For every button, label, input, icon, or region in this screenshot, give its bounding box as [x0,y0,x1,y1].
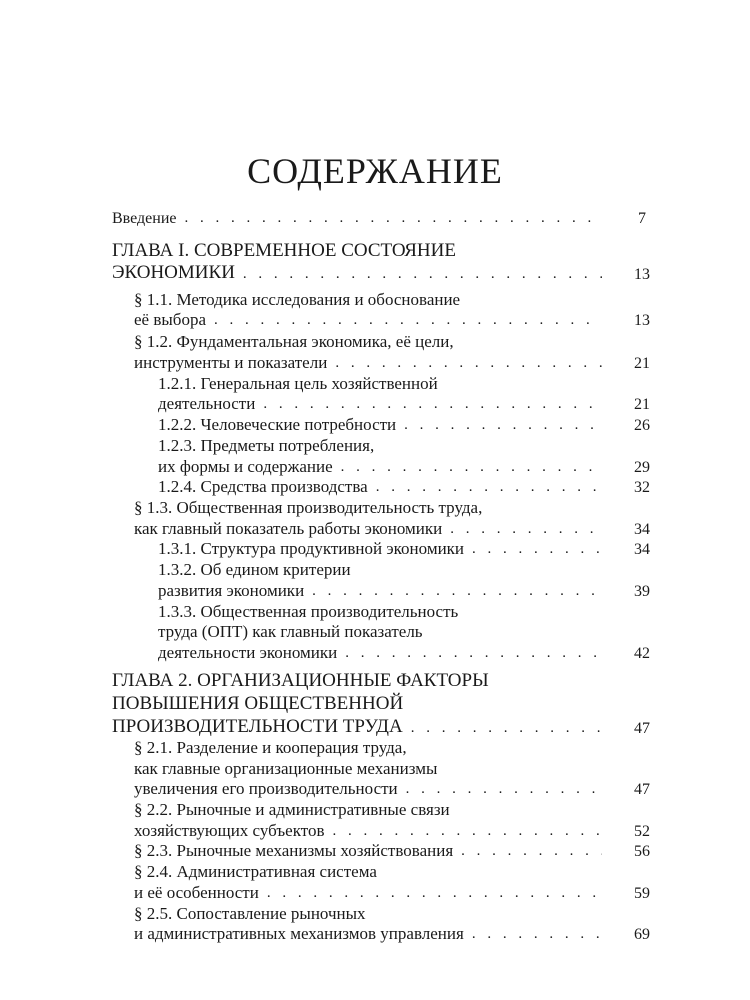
toc-entry [0,924,750,944]
toc-page-number: 34 [634,521,650,538]
toc-entry [0,262,750,284]
toc-entry-title: ЭКОНОМИКИ [112,262,235,283]
toc-entry [0,210,750,228]
dot-leader [263,397,602,412]
toc-entry [0,643,750,663]
toc-entry [0,779,750,799]
dot-leader [411,721,602,736]
toc-entry [0,904,750,924]
toc-page-number: 34 [634,541,650,558]
toc-entry-title: инструменты и показатели [134,353,328,372]
toc-entry-title: ПОВЫШЕНИЯ ОБЩЕСТВЕННОЙ [112,693,404,714]
dot-leader [376,480,602,495]
toc-entry [0,477,750,497]
toc-entry [0,560,750,580]
toc-entry-title: её выбора [134,310,206,329]
dot-leader [341,460,602,475]
toc-page-number: 13 [634,266,650,283]
toc-page-number: 21 [634,396,650,413]
dot-leader [214,313,602,328]
toc-entry-title: ПРОИЗВОДИТЕЛЬНОСТИ ТРУДА [112,716,403,737]
toc-entry-title: § 2.2. Рыночные и административные связи [134,800,450,819]
toc-page-number: 26 [634,417,650,434]
toc-page-number: 13 [634,312,650,329]
toc-entry [0,602,750,622]
toc-entry-title: § 1.3. Общественная производительность труда, [134,498,483,517]
toc-entry [0,716,750,738]
toc-entry-title: как главный показатель работы экономики [134,519,443,538]
toc-entry [0,539,750,559]
toc-entry [0,353,750,373]
toc-entry-title: § 2.5. Сопоставление рыночных [134,904,366,923]
dot-leader [345,646,602,661]
dot-leader [472,542,602,557]
toc-entry [0,581,750,601]
toc-entry-title: как главные организационные механизмы [134,759,438,778]
toc-entry-title: их формы и содержание [158,457,333,476]
toc-page-number: 7 [638,210,646,227]
page-title: СОДЕРЖАНИЕ [247,151,503,191]
toc-entry-title: увеличения его производительности [134,779,398,798]
toc-entry-title: и её особенности [134,883,259,902]
toc-entry [0,821,750,841]
toc-page-number: 39 [634,583,650,600]
toc-page-number: 42 [634,645,650,662]
toc-entry [0,622,750,642]
toc-entry-title: § 1.2. Фундаментальная экономика, её цели, [134,332,454,351]
toc-entry [0,841,750,861]
toc-page-number: 52 [634,823,650,840]
toc-entry [0,862,750,882]
toc-entry-title: деятельности экономики [158,643,338,662]
toc-entry [0,415,750,435]
toc-entry [0,693,750,715]
toc-entry [0,332,750,352]
toc-entry [0,759,750,779]
toc-entry [0,310,750,330]
toc-entry-title: труда (ОПТ) как главный показатель [158,622,423,641]
toc-page-number: 56 [634,843,650,860]
toc-page-number: 47 [634,720,650,737]
toc-entry-title: хозяйствующих субъектов [134,821,325,840]
toc-page-number: 21 [634,355,650,372]
toc-entry [0,519,750,539]
toc-entry-title: 1.3.3. Общественная производительность [158,602,459,621]
toc-entry [0,738,750,758]
toc-entry-title: 1.2.3. Предметы потребления, [158,436,375,455]
toc-page-number: 59 [634,885,650,902]
toc-entry-title: § 1.1. Методика исследования и обоснование [134,290,461,309]
dot-leader [312,584,602,599]
toc-entry-title: 1.2.4. Средства производства [158,477,368,496]
toc-entry [0,394,750,414]
toc-entry-title: 1.3.2. Об едином критерии [158,560,351,579]
dot-leader [335,356,602,371]
dot-leader [332,824,602,839]
dot-leader [185,211,599,226]
toc-page-number: 47 [634,781,650,798]
toc-entry [0,457,750,477]
dot-leader [472,927,602,942]
dot-leader [461,844,602,859]
toc-entry [0,290,750,310]
toc-entry [0,374,750,394]
dot-leader [404,418,602,433]
toc-entry-title: и административных механизмов управления [134,924,464,943]
toc-entry-title: § 2.1. Разделение и кооперация труда, [134,738,407,757]
toc-entry [0,498,750,518]
toc-entry-title: ГЛАВА I. СОВРЕМЕННОЕ СОСТОЯНИЕ [112,240,456,261]
toc-entry-title: Введение [112,210,177,227]
toc-entry [0,883,750,903]
toc-entry [0,240,750,262]
dot-leader [450,522,602,537]
toc-entry-title: деятельности [158,394,256,413]
toc-entry-title: 1.2.1. Генеральная цель хозяйственной [158,374,438,393]
toc-entry-title: 1.2.2. Человеческие потребности [158,415,397,434]
toc-entry-title: ГЛАВА 2. ОРГАНИЗАЦИОННЫЕ ФАКТОРЫ [112,670,489,691]
toc-page-number: 32 [634,479,650,496]
toc-entry-title: § 2.3. Рыночные механизмы хозяйствования [134,841,454,860]
toc-entry [0,800,750,820]
dot-leader [243,267,602,282]
dot-leader [406,782,602,797]
toc-page-number: 29 [634,459,650,476]
toc-page-number: 69 [634,926,650,943]
dot-leader [267,886,602,901]
toc-entry [0,436,750,456]
toc-entry [0,670,750,692]
toc-entry-title: развития экономики [158,581,305,600]
toc-entry-title: § 2.4. Административная система [134,862,377,881]
toc-entry-title: 1.3.1. Структура продуктивной экономики [158,539,465,558]
